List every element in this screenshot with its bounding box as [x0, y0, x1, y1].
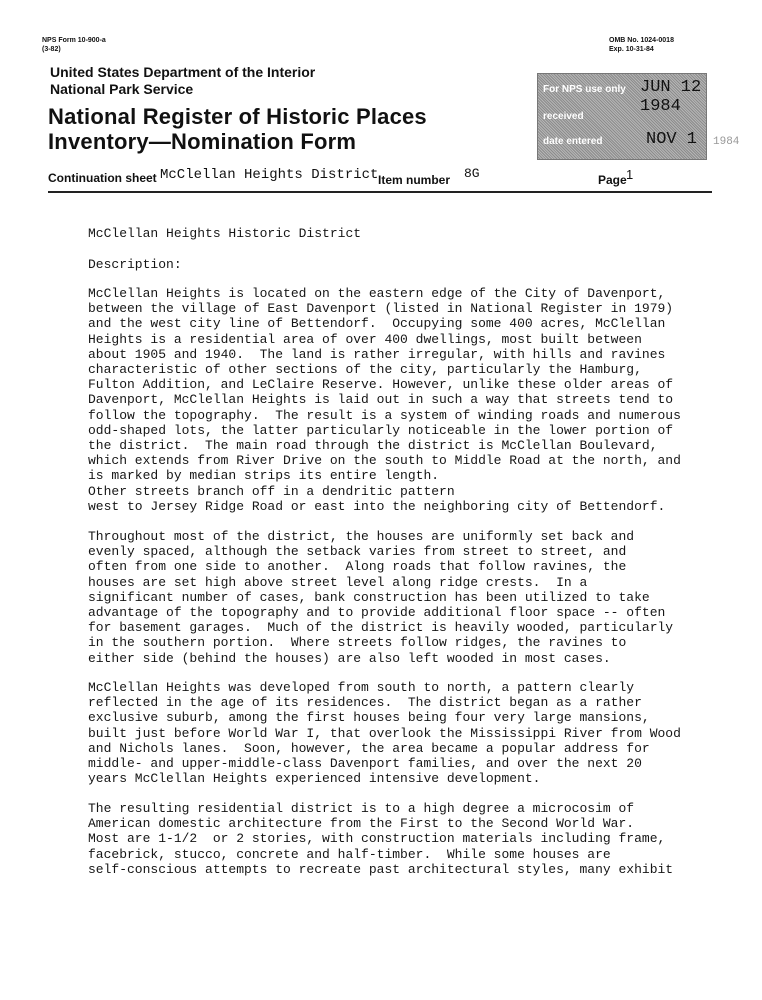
paragraph-development: McClellan Heights was developed from south to north, a pattern clearly reflected in the age of its residences. The district began as a rather exclusive suburb, among the first houses being four very large mansions, built just before World War I, that overlook the Mississippi River from Wood and Nichols lanes. Soon, however, the area became a popular address for middle- and upper-middle-class Davenport families, and over the next 20 years McClellan Heights experienced intensive development.	[88, 680, 681, 787]
omb-number	[609, 36, 674, 54]
paragraph-architecture: The resulting residential district is to a high degree a microcosim of American domestic architecture from the First to the Second World War. Most are 1-1/2 or 2 stories, with construction materials including frame, facebrick, stucco, concrete and half-timber. While some houses are self-conscious attempts to recreate past architectural styles, many exhibit	[88, 801, 674, 877]
page-label: Page	[598, 173, 627, 187]
form-title-line1: National Register of Historic Places	[48, 104, 427, 129]
date-entered-stamp: NOV 1	[646, 130, 698, 149]
continuation-sheet-value: McClellan Heights District	[160, 167, 379, 183]
nps-use-only-box	[537, 73, 707, 160]
received-label: received	[543, 111, 584, 122]
description-heading: Description:	[88, 257, 182, 272]
header-divider	[48, 191, 712, 193]
stamp-side-mark: 1984	[713, 136, 740, 148]
received-date-stamp: JUN 12 1984	[640, 78, 702, 116]
omb-expiration: Exp. 10-31-84	[609, 46, 654, 53]
page-number: 1	[626, 167, 634, 182]
omb-code: OMB No. 1024-0018	[609, 37, 674, 44]
department-name: United States Department of the Interior	[50, 64, 316, 80]
form-number: NPS Form 10-900-a	[42, 37, 106, 44]
service-name: National Park Service	[50, 81, 194, 97]
date-entered-label: date entered	[543, 136, 603, 147]
paragraph-setting: Throughout most of the district, the houses are uniformly set back and evenly spaced, although the setback varies from street to street, and often from one side to another. Along roads that follow ravines, the houses are set high above street level along ridge crests. In a significant number of cases, bank construction has been utilized to take advantage of the topography and to provide additional floor space -- often for basement garages. Much of the district is heavily wooded, particularly in the southern portion. Where streets follow ridges, the ravines to either side (behind the houses) are also left wooded in most cases.	[88, 529, 674, 666]
continuation-sheet-label: Continuation sheet	[48, 171, 157, 185]
form-date: (3-82)	[42, 46, 61, 53]
paragraph-location: McClellan Heights is located on the eastern edge of the City of Davenport, between the village of East Davenport (listed in National Register in 1979) and the west city line of Bettendorf. Occupying some 400 acres, McClellan Heights is a residential area of over 400 dwellings, most built between about 1905 and 1940. The land is rather irregular, with hills and ravines characteristic of other sections of the city, particularly the Hamburg, Fulton Addition, and LeClaire Reserve. However, unlike these older areas of Davenport, McClellan Heights is laid out in such a way that streets tend to follow the topography. The result is a system of winding roads and numerous odd-shaped lots, the latter particularly noticeable in the lower portion of the district. The main road through the district is McClellan Boulevard, which extends from River Drive on the south to Middle Road at the north, and is marked by median strips its entire length. Other streets branch off in a dendritic pattern west to Jersey Ridge Road or east into the neighboring city of Bettendorf.	[88, 286, 681, 514]
form-title-line2: Inventory—Nomination Form	[48, 129, 357, 154]
item-number-label: Item number	[378, 173, 451, 187]
district-heading: McClellan Heights Historic District	[88, 226, 362, 241]
item-number-value: 8G	[464, 166, 480, 181]
form-code	[42, 36, 106, 54]
nps-use-only-label: For NPS use only	[543, 84, 626, 95]
